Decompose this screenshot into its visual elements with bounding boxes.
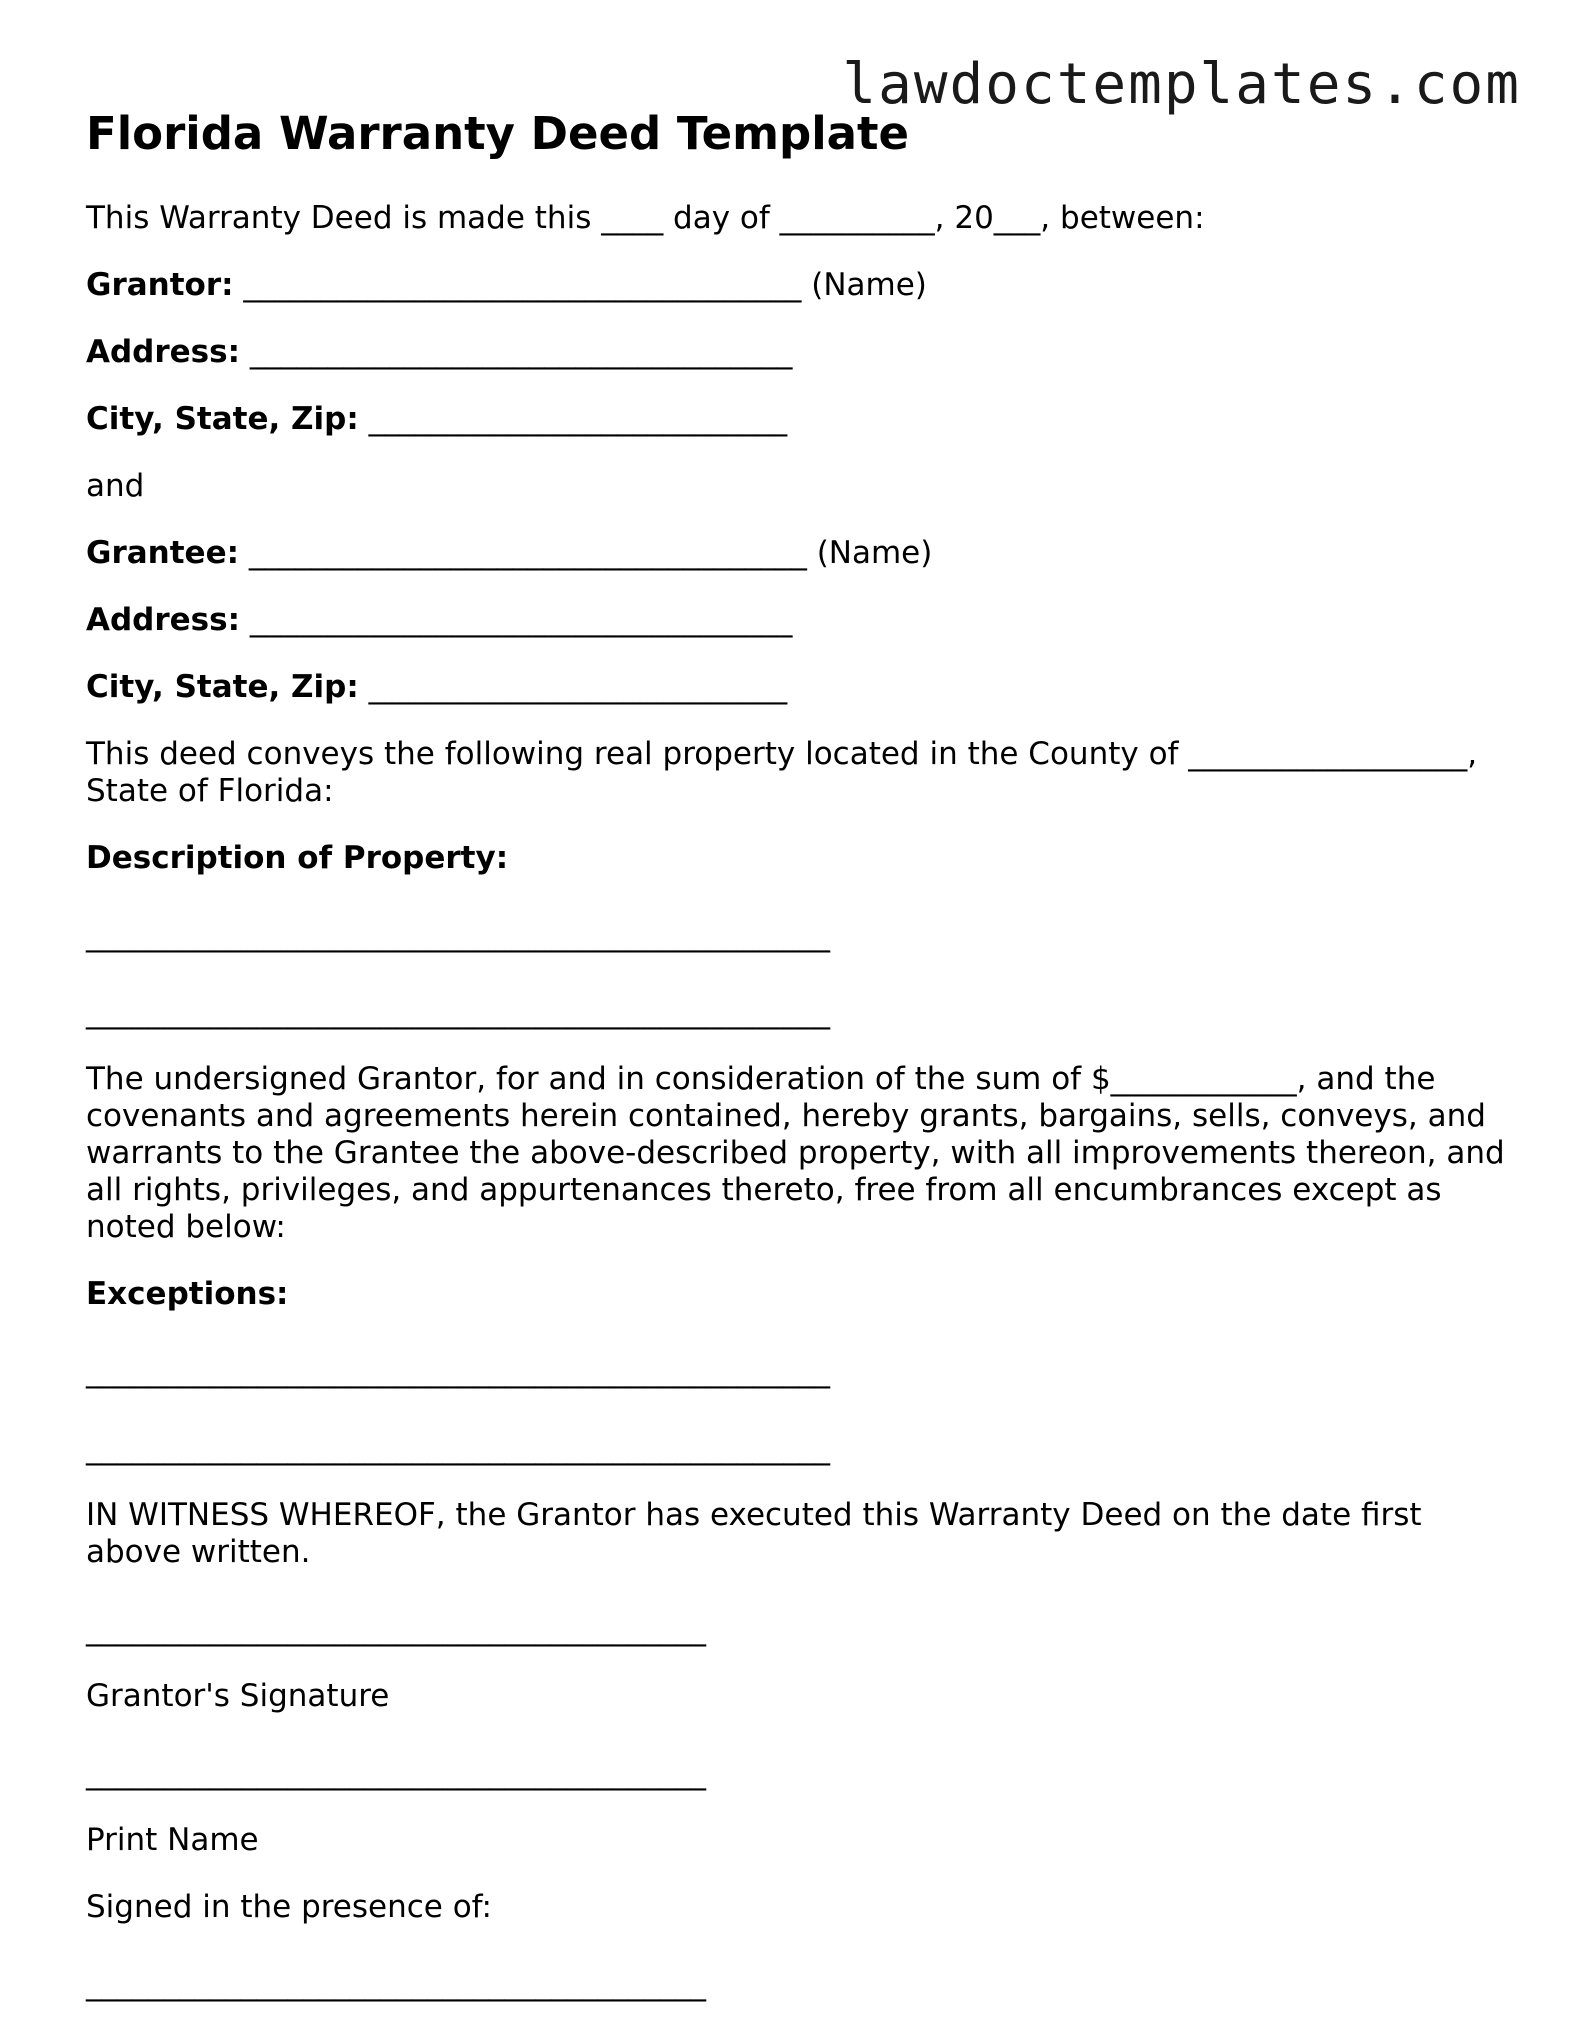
grantee-address-label: Address: — [86, 602, 240, 638]
exceptions-heading: Exceptions: — [86, 1276, 289, 1312]
grantor-signature-line[interactable]: ________________________________________ — [86, 1611, 706, 1647]
conveys-paragraph: This deed conveys the following real property located in the County of __________________, State of Florida: — [86, 736, 1478, 809]
grantor-city-blank: ___________________________ — [358, 401, 788, 437]
description-line[interactable]: ________________________________________________ — [86, 917, 830, 953]
exceptions-line[interactable]: ________________________________________________ — [86, 1353, 830, 1389]
presence-label: Signed in the presence of: — [86, 1889, 492, 1925]
grantor-address-blank: ___________________________________ — [240, 334, 793, 370]
print-name-label: Print Name — [86, 1822, 259, 1858]
watermark: lawdoctemplates.com — [842, 52, 1521, 117]
grantor-address-label: Address: — [86, 334, 240, 370]
grantee-address-blank: ___________________________________ — [240, 602, 793, 638]
grantor-city-label: City, State, Zip: — [86, 401, 359, 437]
page-title: Florida Warranty Deed Template — [86, 107, 910, 160]
grantee-city-blank: ___________________________ — [358, 669, 788, 705]
description-heading: Description of Property: — [86, 840, 509, 876]
description-line[interactable]: ________________________________________________ — [86, 994, 830, 1030]
grantor-address-field[interactable] — [86, 334, 1506, 371]
document-body — [86, 104, 1506, 2033]
exceptions-line[interactable]: ________________________________________________ — [86, 1430, 830, 1466]
grantor-name-field[interactable] — [86, 267, 1506, 304]
grantor-blank: ____________________________________ (Name) — [233, 267, 927, 303]
grantor-city-field[interactable] — [86, 401, 1506, 438]
consideration-paragraph: The undersigned Grantor, for and in consideration of the sum of $____________, and the covenants and agreements herein contained, hereby grants, bargains, sells, conveys, and warrants to the Grantee the above-described property, with all improvements thereon, and all rights, privileges, and appurtenances thereto, free from all encumbrances except as noted below: — [86, 1061, 1505, 1245]
grantee-label: Grantee: — [86, 535, 239, 571]
and-text: and — [86, 468, 145, 504]
grantee-address-field[interactable] — [86, 602, 1506, 639]
grantee-name-field[interactable] — [86, 535, 1506, 572]
grantee-blank: ____________________________________ (Name) — [239, 535, 933, 571]
intro-line: This Warranty Deed is made this ____ day of __________, 20___, between: — [86, 200, 1205, 236]
grantor-signature-label: Grantor's Signature — [86, 1678, 390, 1714]
witness-paragraph: IN WITNESS WHEREOF, the Grantor has executed this Warranty Deed on the date first above written. — [86, 1497, 1422, 1570]
grantor-label: Grantor: — [86, 267, 234, 303]
grantee-city-field[interactable] — [86, 669, 1506, 706]
witness-signature-line[interactable]: ________________________________________ — [86, 1966, 706, 2002]
grantee-city-label: City, State, Zip: — [86, 669, 359, 705]
print-name-line[interactable]: ________________________________________ — [86, 1755, 706, 1791]
